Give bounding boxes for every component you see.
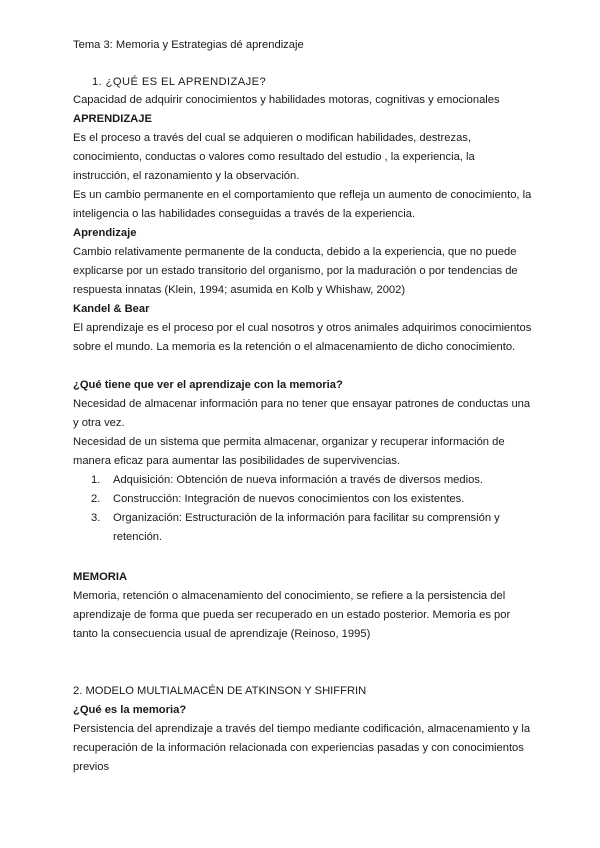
- text-line: manera eficaz para aumentar las posibilidades de supervivencias.: [73, 455, 401, 467]
- text-line: respuesta innatas (Klein, 1994; asumida en Kolb y Whishaw, 2002): [73, 284, 406, 296]
- text-line: instrucción, el razonamiento y la observación.: [73, 170, 300, 182]
- intro-text: Capacidad de adquirir conocimientos y habilidades motoras, cognitivas y emocionales: [73, 94, 500, 106]
- list-number: 3.: [91, 512, 101, 524]
- document-title: Tema 3: Memoria y Estrategias dé aprendizaje: [73, 39, 304, 51]
- list-text: Adquisición: Obtención de nueva información a través de diversos medios.: [113, 474, 484, 486]
- text-line: Persistencia del aprendizaje a través del tiempo mediante codificación, almacenamiento y la: [73, 723, 531, 735]
- text-line: Necesidad de un sistema que permita almacenar, organizar y recuperar información de: [73, 436, 505, 448]
- text-line: sobre el mundo. La memoria es la retención o el almacenamiento de dicho conocimiento.: [73, 341, 516, 353]
- list-text: retención.: [113, 531, 163, 543]
- text-line: tanto la consecuencia usual de aprendizaje (Reinoso, 1995): [73, 628, 371, 640]
- text-line: previos: [73, 761, 110, 773]
- question-heading-2: ¿Qué es la memoria?: [73, 704, 187, 716]
- label-aprendizaje-2: Aprendizaje: [73, 227, 137, 239]
- text-line: aprendizaje de forma que pueda ser recuperado en un estado posterior. Memoria es por: [73, 609, 511, 621]
- text-line: Necesidad de almacenar información para no tener que ensayar patrones de conductas una: [73, 398, 531, 410]
- list-number: 1.: [91, 474, 101, 486]
- text-line: Es el proceso a través del cual se adquieren o modifican habilidades, destrezas,: [73, 132, 472, 144]
- text-line: conocimiento, conductas o valores como resultado del estudio , la experiencia, la: [73, 151, 475, 163]
- text-line: recuperación de la información relacionada con experiencias pasadas y con conocimientos: [73, 742, 524, 754]
- text-line: Es un cambio permanente en el comportamiento que refleja un aumento de conocimiento, la: [73, 189, 532, 201]
- list-number: 2.: [91, 493, 101, 505]
- text-line: Memoria, retención o almacenamiento del conocimiento, se refiere a la persistencia del: [73, 590, 506, 602]
- section-heading-1: 1. ¿QUÉ ES EL APRENDIZAJE?: [92, 76, 267, 88]
- label-memoria: MEMORIA: [73, 571, 128, 583]
- label-aprendizaje: APRENDIZAJE: [73, 113, 152, 125]
- text-line: El aprendizaje es el proceso por el cual nosotros y otros animales adquirimos conocimientos: [73, 322, 532, 334]
- question-heading-1: ¿Qué tiene que ver el aprendizaje con la memoria?: [73, 379, 343, 391]
- text-line: explicarse por un estado transitorio del organismo, por la maduración o por tendencias de: [73, 265, 518, 277]
- text-line: y otra vez.: [73, 417, 125, 429]
- text-line: Cambio relativamente permanente de la conducta, debido a la experiencia, que no puede: [73, 246, 517, 258]
- text-line: inteligencia o las habilidades conseguidas a través de la experiencia.: [73, 208, 416, 220]
- label-kandel-bear: Kandel & Bear: [73, 303, 150, 315]
- list-text: Organización: Estructuración de la información para facilitar su comprensión y: [113, 512, 500, 524]
- section-heading-2: 2. MODELO MULTIALMACÉN DE ATKINSON Y SHIFFRIN: [73, 685, 367, 697]
- list-text: Construcción: Integración de nuevos conocimientos con los existentes.: [113, 493, 465, 505]
